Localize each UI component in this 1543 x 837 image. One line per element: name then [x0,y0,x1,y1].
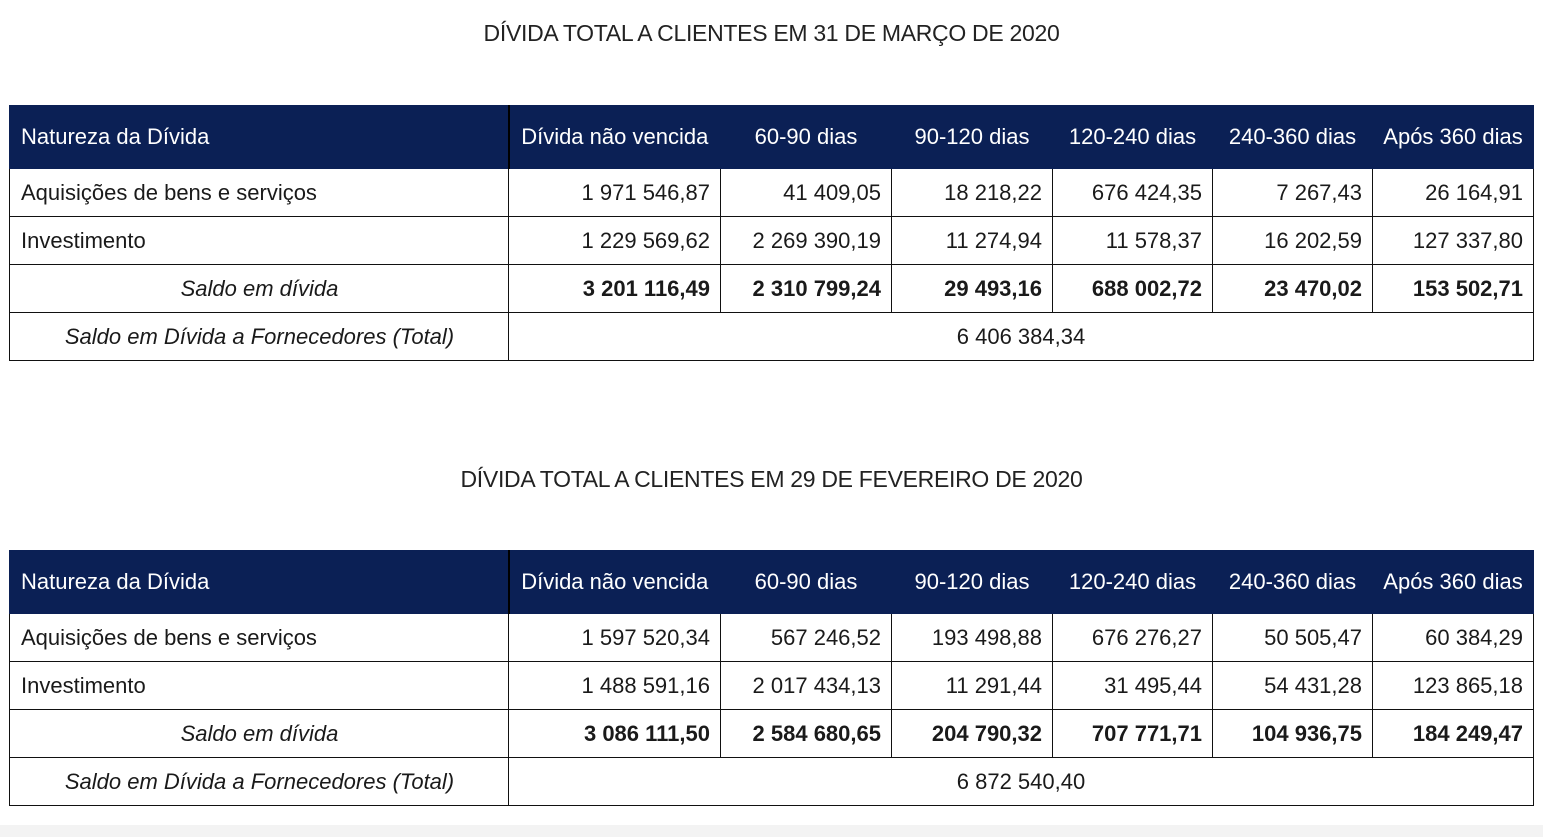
table-cell: 60 384,29 [1373,614,1534,662]
column-header: Após 360 dias [1373,106,1534,169]
table-row [10,217,1534,265]
table-cell: 2 269 390,19 [721,217,892,265]
row-label: Saldo em Dívida a Fornecedores (Total) [10,313,509,361]
column-header: 120-240 dias [1053,106,1213,169]
table-cell: 153 502,71 [1373,265,1534,313]
table-cell: 688 002,72 [1053,265,1213,313]
column-header: 60-90 dias [721,106,892,169]
column-header: Dívida não vencida [509,551,721,614]
row-label: Investimento [10,217,509,265]
section-title: DÍVIDA TOTAL A CLIENTES EM 29 DE FEVEREIRO DE 2020 [460,466,1083,492]
table-cell: 54 431,28 [1213,662,1373,710]
table-header-row [10,551,1534,614]
table-row [10,614,1534,662]
table-cell: 1 229 569,62 [509,217,721,265]
row-label: Saldo em Dívida a Fornecedores (Total) [10,758,509,806]
column-header: 120-240 dias [1053,551,1213,614]
table-cell: 2 310 799,24 [721,265,892,313]
table-cell: 31 495,44 [1053,662,1213,710]
table-cell: 676 424,35 [1053,169,1213,217]
table-cell: 11 291,44 [892,662,1053,710]
table-cell: 26 164,91 [1373,169,1534,217]
table-cell: 676 276,27 [1053,614,1213,662]
total-value: 6 872 540,40 [509,758,1534,806]
bottom-bar [0,825,1543,837]
table-cell: 1 971 546,87 [509,169,721,217]
row-label: Aquisições de bens e serviços [10,614,509,662]
table-cell: 23 470,02 [1213,265,1373,313]
row-label: Saldo em dívida [10,710,509,758]
table-cell: 18 218,22 [892,169,1053,217]
table-cell: 127 337,80 [1373,217,1534,265]
table-cell: 184 249,47 [1373,710,1534,758]
table-cell: 204 790,32 [892,710,1053,758]
table-cell: 11 578,37 [1053,217,1213,265]
total-row [10,758,1534,806]
saldo-row [10,710,1534,758]
column-header: Dívida não vencida [509,106,721,169]
table-row [10,662,1534,710]
table-cell: 1 597 520,34 [509,614,721,662]
total-value: 6 406 384,34 [509,313,1534,361]
table-cell: 16 202,59 [1213,217,1373,265]
row-label: Aquisições de bens e serviços [10,169,509,217]
column-header: 90-120 dias [892,551,1053,614]
row-label: Investimento [10,662,509,710]
table-cell: 123 865,18 [1373,662,1534,710]
total-row [10,313,1534,361]
column-header: Após 360 dias [1373,551,1534,614]
column-header: 90-120 dias [892,106,1053,169]
row-label: Saldo em dívida [10,265,509,313]
section-title: DÍVIDA TOTAL A CLIENTES EM 31 DE MARÇO DE 2020 [483,20,1060,46]
table-cell: 567 246,52 [721,614,892,662]
saldo-row [10,265,1534,313]
table-cell: 2 017 434,13 [721,662,892,710]
table-cell: 3 086 111,50 [509,710,721,758]
table-cell: 29 493,16 [892,265,1053,313]
table-cell: 104 936,75 [1213,710,1373,758]
debt-table-february [9,550,1534,806]
table-cell: 2 584 680,65 [721,710,892,758]
table-cell: 3 201 116,49 [509,265,721,313]
table-cell: 707 771,71 [1053,710,1213,758]
column-header: Natureza da Dívida [10,551,509,614]
debt-table-march [9,105,1534,361]
table-cell: 1 488 591,16 [509,662,721,710]
table-cell: 11 274,94 [892,217,1053,265]
column-header: 60-90 dias [721,551,892,614]
table-cell: 50 505,47 [1213,614,1373,662]
column-header: 240-360 dias [1213,106,1373,169]
column-header: Natureza da Dívida [10,106,509,169]
table-cell: 193 498,88 [892,614,1053,662]
table-row [10,169,1534,217]
table-cell: 7 267,43 [1213,169,1373,217]
table-cell: 41 409,05 [721,169,892,217]
table-header-row [10,106,1534,169]
column-header: 240-360 dias [1213,551,1373,614]
